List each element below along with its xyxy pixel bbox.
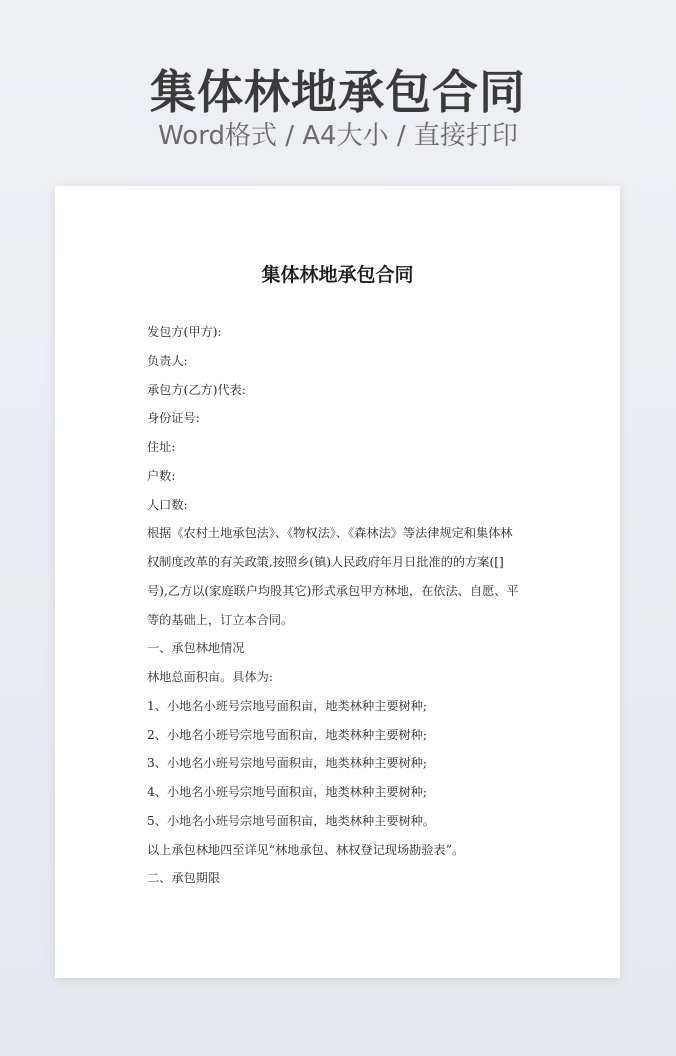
document-page — [55, 186, 620, 978]
paragraph-line: 林地总面积亩。具体为: — [147, 670, 273, 684]
field-issuer: 发包方(甲方): — [147, 325, 222, 339]
list-item: 5、小地名小班号宗地号面积亩，地类林种主要树种。 — [147, 813, 436, 828]
list-item: 2、小地名小班号宗地号面积亩，地类林种主要树种; — [147, 727, 427, 742]
preamble-line: 号),乙方以(家庭联户均股其它)形式承包甲方林地，在依法、自愿、平 — [147, 583, 519, 598]
document-body — [147, 318, 537, 893]
field-households: 户数: — [147, 468, 176, 483]
field-address: 住址: — [147, 440, 176, 454]
field-responsible-person: 负责人: — [147, 353, 188, 368]
document-title: 集体林地承包合同 — [261, 264, 414, 286]
field-population: 人口数: — [147, 497, 188, 512]
preamble-line: 等的基础上，订立本合同。 — [147, 612, 294, 627]
preamble-line: 权制度改革的有关政策,按照乡(镇)人民政府年月日批准的的方案([] — [147, 555, 504, 569]
field-id-number: 身份证号: — [147, 411, 200, 426]
list-item: 1、小地名小班号宗地号面积亩，地类林种主要树种; — [147, 698, 427, 713]
preamble-line: 根据《农村土地承包法》、《物权法》、《森林法》等法律规定和集体林 — [147, 526, 513, 541]
section-heading: 一、承包林地情况 — [147, 641, 245, 656]
banner-title: 集体林地承包合同 — [150, 65, 526, 119]
list-item: 4、小地名小班号宗地号面积亩，地类林种主要树种; — [147, 785, 427, 799]
paragraph-line: 以上承包林地四至详见“林地承包、林权登记现场勘验表”。 — [147, 842, 465, 857]
section-heading: 二、承包期限 — [147, 871, 221, 886]
field-contractor-representative: 承包方(乙方)代表: — [147, 382, 246, 397]
banner-subtitle: Word格式 / A4大小 / 直接打印 — [158, 121, 518, 151]
list-item: 3、小地名小班号宗地号面积亩，地类林种主要树种; — [147, 756, 427, 771]
